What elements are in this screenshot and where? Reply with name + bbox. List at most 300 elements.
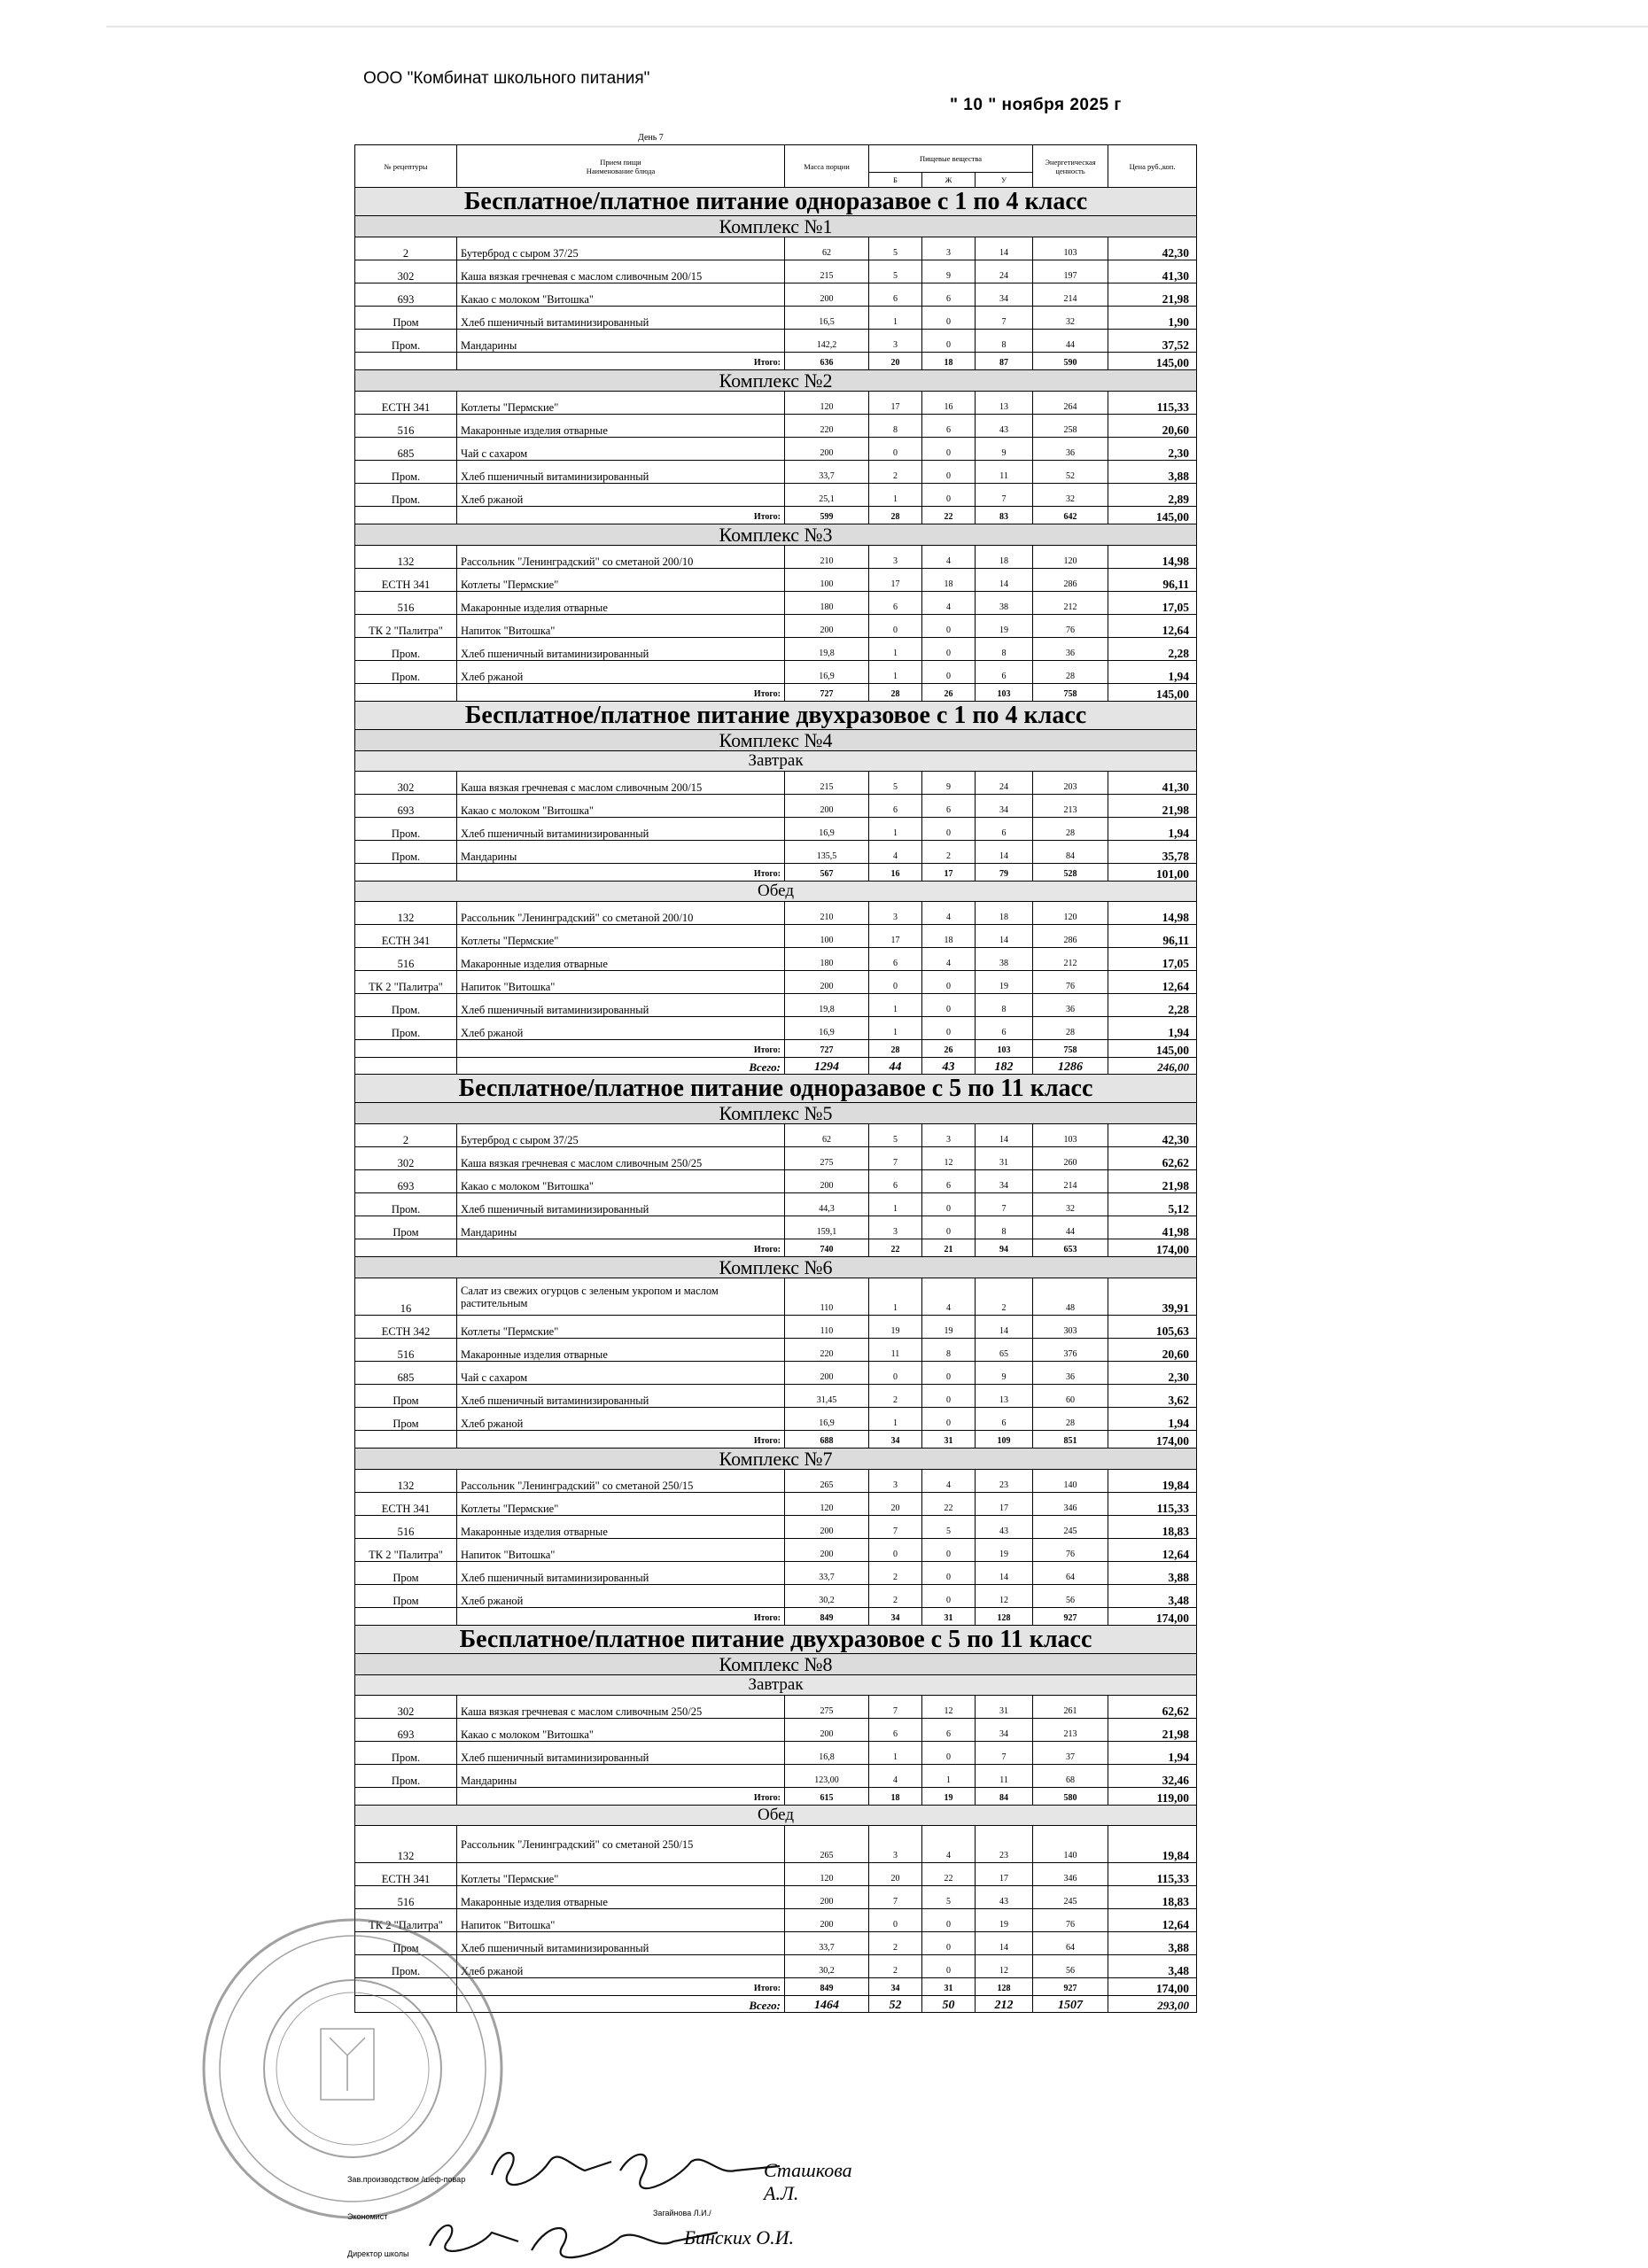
recipe-number: Пром. (355, 484, 457, 507)
dish-name: Мандарины (457, 841, 785, 864)
carbs: 12 (976, 1955, 1033, 1978)
total-fat: 31 (922, 1431, 976, 1449)
carbs: 8 (976, 638, 1033, 661)
price: 19,84 (1108, 1826, 1197, 1863)
complex-title: Комплекс №8 (355, 1654, 1197, 1675)
recipe-number: 516 (355, 415, 457, 438)
fat: 0 (922, 461, 976, 484)
carbs: 31 (976, 1696, 1033, 1719)
col-zh-header: Ж (922, 173, 976, 188)
carbs: 19 (976, 615, 1033, 638)
dish-name: Каша вязкая гречневая с маслом сливочным 250/25 (457, 1696, 785, 1719)
energy: 264 (1033, 392, 1108, 415)
portion-mass: 200 (785, 971, 869, 994)
col-b-header: Б (869, 173, 922, 188)
recipe-number: 302 (355, 260, 457, 284)
total-fat: 17 (922, 864, 976, 882)
protein: 6 (869, 592, 922, 615)
total-label: Итого: (457, 1431, 785, 1449)
energy: 68 (1033, 1765, 1108, 1788)
col-dish-header (457, 145, 785, 188)
portion-mass: 220 (785, 415, 869, 438)
protein: 20 (869, 1493, 922, 1516)
energy: 76 (1033, 1539, 1108, 1562)
energy: 64 (1033, 1562, 1108, 1585)
price: 62,62 (1108, 1147, 1197, 1170)
energy: 213 (1033, 795, 1108, 818)
dish-row (355, 415, 1197, 438)
fat: 0 (922, 1216, 976, 1239)
dish-row (355, 461, 1197, 484)
carbs: 19 (976, 971, 1033, 994)
portion-mass: 200 (785, 795, 869, 818)
total-mass: 688 (785, 1431, 869, 1449)
total-mass: 1294 (785, 1058, 869, 1075)
fat: 3 (922, 1124, 976, 1147)
total-fat: 22 (922, 507, 976, 524)
fat: 0 (922, 818, 976, 841)
recipe-number: Пром. (355, 1955, 457, 1978)
carbs: 12 (976, 1585, 1033, 1608)
total-mass: 636 (785, 353, 869, 370)
menu-date: " 10 " ноября 2025 г (950, 96, 1122, 114)
total-fat: 31 (922, 1978, 976, 1996)
recipe-number: 516 (355, 1339, 457, 1362)
total-price: 293,00 (1108, 1996, 1197, 2013)
dish-row (355, 925, 1197, 948)
total-mass: 727 (785, 684, 869, 702)
dish-name: Чай с сахаром (457, 1362, 785, 1385)
recipe-number: 516 (355, 1886, 457, 1909)
price: 20,60 (1108, 1339, 1197, 1362)
complex-title: Комплекс №3 (355, 524, 1197, 546)
fat: 4 (922, 1278, 976, 1316)
recipe-number: Пром (355, 1562, 457, 1585)
fat: 0 (922, 307, 976, 330)
carbs: 34 (976, 1719, 1033, 1742)
total-protein: 34 (869, 1978, 922, 1996)
total-protein: 28 (869, 507, 922, 524)
recipe-number: 516 (355, 948, 457, 971)
recipe-number: 132 (355, 546, 457, 569)
fat: 0 (922, 615, 976, 638)
complex-title: Комплекс №4 (355, 730, 1197, 751)
total-row (355, 1608, 1197, 1626)
portion-mass: 159,1 (785, 1216, 869, 1239)
total-energy: 580 (1033, 1788, 1108, 1806)
portion-mass: 62 (785, 237, 869, 260)
energy: 376 (1033, 1339, 1108, 1362)
dish-name: Каша вязкая гречневая с маслом сливочным 200/15 (457, 260, 785, 284)
total-carbs: 128 (976, 1978, 1033, 1996)
carbs: 9 (976, 438, 1033, 461)
fat: 0 (922, 661, 976, 684)
dish-row (355, 994, 1197, 1017)
carbs: 6 (976, 818, 1033, 841)
fat: 5 (922, 1516, 976, 1539)
carbs: 43 (976, 415, 1033, 438)
total-mass: 740 (785, 1239, 869, 1257)
energy: 286 (1033, 569, 1108, 592)
protein: 1 (869, 1017, 922, 1040)
portion-mass: 200 (785, 1516, 869, 1539)
price: 2,89 (1108, 484, 1197, 507)
total-empty-cell (355, 1608, 457, 1626)
dish-name: Хлеб пшеничный витаминизированный (457, 1385, 785, 1408)
recipe-number: ЕСТН 341 (355, 1863, 457, 1886)
recipe-number: Пром (355, 1408, 457, 1431)
protein: 4 (869, 1765, 922, 1788)
price: 5,12 (1108, 1193, 1197, 1216)
protein: 0 (869, 1539, 922, 1562)
portion-mass: 215 (785, 260, 869, 284)
dish-row (355, 1316, 1197, 1339)
recipe-number: Пром. (355, 330, 457, 353)
fat: 0 (922, 971, 976, 994)
col-price-header: Цена руб.,коп. (1108, 145, 1197, 188)
dish-row (355, 1516, 1197, 1539)
total-energy: 1507 (1033, 1996, 1108, 2013)
dish-name: Хлеб пшеничный витаминизированный (457, 461, 785, 484)
price: 21,98 (1108, 284, 1197, 307)
energy: 346 (1033, 1863, 1108, 1886)
total-row (355, 684, 1197, 702)
portion-mass: 16,8 (785, 1742, 869, 1765)
total-protein: 28 (869, 1040, 922, 1058)
protein: 7 (869, 1886, 922, 1909)
menu-table-body (355, 145, 1197, 2013)
dish-row (355, 1742, 1197, 1765)
portion-mass: 30,2 (785, 1585, 869, 1608)
col-nutrients-header: Пищевые вещества (869, 145, 1033, 173)
section-title-row (355, 1075, 1197, 1103)
dish-row (355, 971, 1197, 994)
total-energy: 851 (1033, 1431, 1108, 1449)
protein: 2 (869, 1585, 922, 1608)
energy: 36 (1033, 1362, 1108, 1385)
price: 12,64 (1108, 1539, 1197, 1562)
energy: 103 (1033, 1124, 1108, 1147)
energy: 346 (1033, 1493, 1108, 1516)
protein: 6 (869, 948, 922, 971)
dish-name: Котлеты "Пермские" (457, 925, 785, 948)
dish-name: Каша вязкая гречневая с маслом сливочным 250/25 (457, 1147, 785, 1170)
dish-name: Хлеб ржаной (457, 1585, 785, 1608)
portion-mass: 200 (785, 1886, 869, 1909)
complex-title-row (355, 370, 1197, 392)
total-price: 145,00 (1108, 1040, 1197, 1058)
price: 21,98 (1108, 1719, 1197, 1742)
total-energy: 653 (1033, 1239, 1108, 1257)
section-title-row (355, 702, 1197, 730)
protein: 7 (869, 1147, 922, 1170)
organization-name: ООО "Комбинат школьного питания" (363, 69, 650, 88)
price: 32,46 (1108, 1765, 1197, 1788)
portion-mass: 44,3 (785, 1193, 869, 1216)
recipe-number: Пром (355, 1932, 457, 1955)
fat: 0 (922, 1909, 976, 1932)
fat: 0 (922, 1362, 976, 1385)
total-price: 119,00 (1108, 1788, 1197, 1806)
dish-name: Хлеб ржаной (457, 1408, 785, 1431)
protein: 2 (869, 1385, 922, 1408)
total-energy: 927 (1033, 1978, 1108, 1996)
dish-name: Напиток "Витошка" (457, 971, 785, 994)
recipe-number: 685 (355, 1362, 457, 1385)
recipe-number: 693 (355, 1170, 457, 1193)
energy: 261 (1033, 1696, 1108, 1719)
portion-mass: 265 (785, 1826, 869, 1863)
price: 35,78 (1108, 841, 1197, 864)
meal-title: Завтрак (355, 751, 1197, 772)
recipe-number: ЕСТН 341 (355, 1493, 457, 1516)
dish-row (355, 546, 1197, 569)
protein: 0 (869, 1362, 922, 1385)
dish-name: Напиток "Витошка" (457, 1539, 785, 1562)
dish-name: Макаронные изделия отварные (457, 592, 785, 615)
total-label: Итого: (457, 353, 785, 370)
meal-title: Обед (355, 882, 1197, 902)
portion-mass: 200 (785, 615, 869, 638)
fat: 0 (922, 1585, 976, 1608)
carbs: 65 (976, 1339, 1033, 1362)
dish-row (355, 948, 1197, 971)
protein: 0 (869, 438, 922, 461)
energy: 258 (1033, 415, 1108, 438)
total-protein: 34 (869, 1608, 922, 1626)
energy: 56 (1033, 1585, 1108, 1608)
energy: 44 (1033, 1216, 1108, 1239)
meal-title-row (355, 882, 1197, 902)
price: 115,33 (1108, 1493, 1197, 1516)
protein: 19 (869, 1316, 922, 1339)
section-title: Бесплатное/платное питание двухразовое с 5 по 11 класс (355, 1626, 1197, 1654)
dish-name: Напиток "Витошка" (457, 615, 785, 638)
price: 14,98 (1108, 546, 1197, 569)
carbs: 18 (976, 546, 1033, 569)
recipe-number: ТК 2 "Палитра" (355, 1909, 457, 1932)
portion-mass: 142,2 (785, 330, 869, 353)
dish-name: Хлеб пшеничный витаминизированный (457, 638, 785, 661)
carbs: 8 (976, 1216, 1033, 1239)
col-mass-header: Масса порции (785, 145, 869, 188)
carbs: 14 (976, 1316, 1033, 1339)
dish-row (355, 1765, 1197, 1788)
complex-title-row (355, 1103, 1197, 1124)
signature-director-label: Директор школы (347, 2249, 409, 2258)
energy: 286 (1033, 925, 1108, 948)
price: 1,94 (1108, 1742, 1197, 1765)
total-label: Итого: (457, 1788, 785, 1806)
protein: 1 (869, 1742, 922, 1765)
total-row (355, 1040, 1197, 1058)
price: 19,84 (1108, 1470, 1197, 1493)
protein: 0 (869, 615, 922, 638)
section-title-row (355, 1626, 1197, 1654)
recipe-number: ЕСТН 341 (355, 392, 457, 415)
total-empty-cell (355, 684, 457, 702)
complex-title: Комплекс №5 (355, 1103, 1197, 1124)
portion-mass: 33,7 (785, 1932, 869, 1955)
carbs: 34 (976, 795, 1033, 818)
total-protein: 34 (869, 1431, 922, 1449)
portion-mass: 275 (785, 1147, 869, 1170)
dish-row (355, 1278, 1197, 1316)
energy: 52 (1033, 461, 1108, 484)
protein: 5 (869, 237, 922, 260)
dish-row (355, 1124, 1197, 1147)
protein: 5 (869, 1124, 922, 1147)
section-title: Бесплатное/платное питание одноразавое с 1 по 4 класс (355, 188, 1197, 216)
recipe-number: Пром. (355, 994, 457, 1017)
complex-title: Комплекс №1 (355, 216, 1197, 237)
signatures-block (347, 2159, 879, 2264)
price: 3,48 (1108, 1585, 1197, 1608)
carbs: 2 (976, 1278, 1033, 1316)
protein: 2 (869, 461, 922, 484)
price: 62,62 (1108, 1696, 1197, 1719)
dish-name: Бутерброд с сыром 37/25 (457, 237, 785, 260)
complex-title: Комплекс №6 (355, 1257, 1197, 1278)
grand-total-row (355, 1058, 1197, 1075)
energy: 245 (1033, 1886, 1108, 1909)
signature-economist-label: Экономист (347, 2212, 388, 2221)
energy: 245 (1033, 1516, 1108, 1539)
fat: 0 (922, 1193, 976, 1216)
total-carbs: 83 (976, 507, 1033, 524)
dish-row (355, 592, 1197, 615)
energy: 197 (1033, 260, 1108, 284)
total-empty-cell (355, 1239, 457, 1257)
energy: 76 (1033, 971, 1108, 994)
dish-name: Хлеб пшеничный витаминизированный (457, 1562, 785, 1585)
meal-title-row (355, 751, 1197, 772)
portion-mass: 19,8 (785, 638, 869, 661)
recipe-number: Пром. (355, 1017, 457, 1040)
fat: 12 (922, 1696, 976, 1719)
carbs: 14 (976, 237, 1033, 260)
protein: 0 (869, 1909, 922, 1932)
recipe-number: ТК 2 "Палитра" (355, 615, 457, 638)
carbs: 38 (976, 592, 1033, 615)
portion-mass: 110 (785, 1278, 869, 1316)
price: 21,98 (1108, 795, 1197, 818)
dish-name: Котлеты "Пермские" (457, 1316, 785, 1339)
dish-row (355, 237, 1197, 260)
recipe-number: Пром. (355, 461, 457, 484)
dish-name: Хлеб пшеничный витаминизированный (457, 1932, 785, 1955)
fat: 4 (922, 902, 976, 925)
portion-mass: 120 (785, 1863, 869, 1886)
dish-row (355, 1886, 1197, 1909)
price: 1,90 (1108, 307, 1197, 330)
energy: 76 (1033, 1909, 1108, 1932)
carbs: 14 (976, 1932, 1033, 1955)
carbs: 7 (976, 1742, 1033, 1765)
total-fat: 26 (922, 1040, 976, 1058)
carbs: 8 (976, 994, 1033, 1017)
dish-row (355, 1719, 1197, 1742)
total-empty-cell (355, 1040, 457, 1058)
total-price: 145,00 (1108, 353, 1197, 370)
recipe-number: Пром. (355, 1742, 457, 1765)
portion-mass: 120 (785, 392, 869, 415)
total-mass: 567 (785, 864, 869, 882)
energy: 120 (1033, 902, 1108, 925)
price: 96,11 (1108, 569, 1197, 592)
recipe-number: Пром. (355, 661, 457, 684)
recipe-number: 693 (355, 795, 457, 818)
energy: 37 (1033, 1742, 1108, 1765)
recipe-number: ЕСТН 341 (355, 569, 457, 592)
energy: 103 (1033, 237, 1108, 260)
total-carbs: 87 (976, 353, 1033, 370)
dish-name: Макаронные изделия отварные (457, 948, 785, 971)
fat: 22 (922, 1493, 976, 1516)
protein: 3 (869, 1216, 922, 1239)
complex-title: Комплекс №2 (355, 370, 1197, 392)
fat: 19 (922, 1316, 976, 1339)
fat: 0 (922, 438, 976, 461)
protein: 1 (869, 1278, 922, 1316)
fat: 0 (922, 1408, 976, 1431)
energy: 260 (1033, 1147, 1108, 1170)
dish-row (355, 330, 1197, 353)
recipe-number: Пром (355, 1585, 457, 1608)
protein: 1 (869, 307, 922, 330)
recipe-number: 132 (355, 902, 457, 925)
total-fat: 31 (922, 1608, 976, 1626)
protein: 6 (869, 1170, 922, 1193)
recipe-number: ТК 2 "Палитра" (355, 1539, 457, 1562)
protein: 0 (869, 971, 922, 994)
total-protein: 16 (869, 864, 922, 882)
energy: 214 (1033, 1170, 1108, 1193)
protein: 7 (869, 1516, 922, 1539)
total-protein: 20 (869, 353, 922, 370)
price: 21,98 (1108, 1170, 1197, 1193)
energy: 120 (1033, 546, 1108, 569)
fat: 4 (922, 1470, 976, 1493)
total-price: 101,00 (1108, 864, 1197, 882)
dish-name: Хлеб ржаной (457, 1017, 785, 1040)
recipe-number: 2 (355, 237, 457, 260)
recipe-number: 2 (355, 1124, 457, 1147)
menu-table-wrapper (354, 144, 1196, 2013)
energy: 140 (1033, 1826, 1108, 1863)
protein: 1 (869, 1193, 922, 1216)
carbs: 38 (976, 948, 1033, 971)
total-empty-cell (355, 1788, 457, 1806)
energy: 64 (1033, 1932, 1108, 1955)
portion-mass: 200 (785, 438, 869, 461)
dish-row (355, 1493, 1197, 1516)
total-label: Итого: (457, 684, 785, 702)
protein: 20 (869, 1863, 922, 1886)
carbs: 6 (976, 1408, 1033, 1431)
recipe-number: ТК 2 "Палитра" (355, 971, 457, 994)
dish-name: Котлеты "Пермские" (457, 392, 785, 415)
protein: 5 (869, 260, 922, 284)
total-carbs: 109 (976, 1431, 1033, 1449)
price: 2,30 (1108, 1362, 1197, 1385)
portion-mass: 16,9 (785, 661, 869, 684)
energy: 203 (1033, 772, 1108, 795)
fat: 0 (922, 1955, 976, 1978)
portion-mass: 220 (785, 1339, 869, 1362)
energy: 56 (1033, 1955, 1108, 1978)
total-row (355, 1239, 1197, 1257)
